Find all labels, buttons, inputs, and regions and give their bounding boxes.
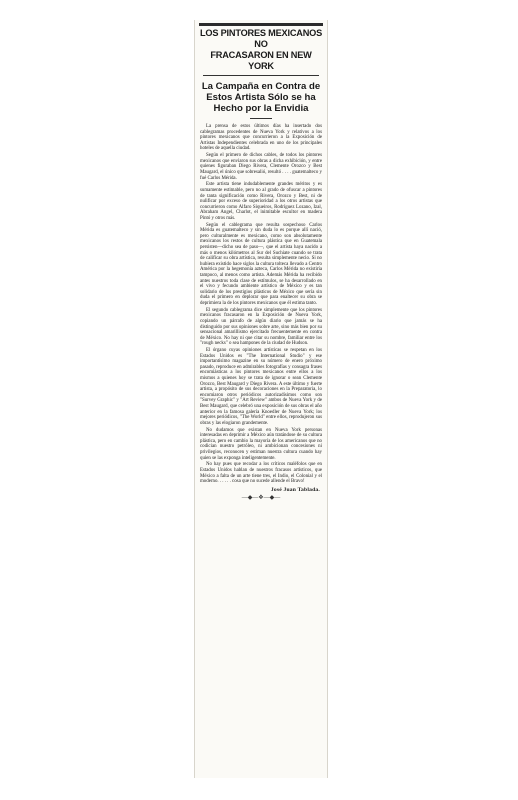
end-ornament: —◆—❖—◆— (241, 494, 281, 501)
paragraph: No dudamos que existan en Nueva York personas interesadas en deprimir a México aún tratándose de su cultura plástica, pero en cambio la mayoría de los americanos que no codician nuestro petróleo, ni ambicionan concesiones ni privilegios, reconocen y estiman nuestra cultura cuando hay quien se las exponga inteligentemente. (200, 427, 322, 461)
newspaper-clipping (194, 20, 328, 778)
article-body (200, 124, 322, 485)
paragraph: Según el cablegrama que resulta sospechoso Carlos Mérida es guatemalteco y sin duda lo es porque allí nació, pero culturalmente es mexicano, como son absolutamente mexicanos los restos de cultura plástica que en Guatemala persisten—dicho sea de paso—, que el artista haya nacido a más o menos kilómetros al Sur del Suchiate cuando se trata de calificar su obra artística, resulta simplemente necio. Si no hubiera existido hace siglos la cultura tolteca llevado a Centro América por la hegemonía azteca, Carlos Mérida no existiría tampoco, al menos como artista. Además Mérida ha recibido antes nuestros toda clase de estímulos, se ha desarrollado en el vivo y fecundo ambiente artístico de México y es tan solidario de los prestigios plásticos de México que sería sin duda el primero en deplorar que para enaltecer su obra se deprimiera la de los pintores mexicanos que él estima tanto. (200, 222, 322, 306)
headline-rule (203, 75, 319, 76)
paragraph: El órgano cuyas opiniones artísticas se respetan en los Estados Unidos es "The International Studio" y ese importantísimo magazine en su número de enero próximo pasado, reproduce en admirables fotografías y consagra frases encomiásticas a los pintores mexicanos entre ellos a los mismos a quienes hoy se trata de ignorar o sean Clemente Orozco, Best Maugard y Diego Rivera. A este último y fuerte artista, a propósito de sus decoraciones en la Preparatoria, lo encomiaron otros periódicos autorizadísimos como son "Survey Graphic" y "Art Review" ambos de Nueva York y de Best Maugard, que celebró una exposición de sus obras el año anterior en la famosa galería Knoedler de Nueva York; los mejores periódicos, "The World" entre ellos, reprodujeron sus obras y las elogiaron grandemente. (200, 348, 322, 426)
headline-line-2: FRACASARON EN NEW YORK (210, 50, 312, 71)
paragraph: Este artista tiene indudablemente grandes méritos y es sumamente estimable, pero no al grado de ofuscar a pintores de tanta significación como Rivera, Orozco y Best, ni de nulificar por exceso de superioridad a los otros artistas que concurrieron como Alfaro Siqueiros, Rodríguez Lozano, Izal, Abraham Angel, Charlot, el inimitable escultor en madera Pintó y otros más. (200, 182, 322, 221)
headline-line-1: LOS PINTORES MEXICANOS NO (199, 28, 323, 49)
paragraph: El segundo cablegrama dice simplemente que los pintores mexicanos fracasaron en la Exposición de Nueva York, copiando un párrafo de algún diario que jamás se ha distinguido por sus opiniones sobre arte, sino más bien por su sensacional amarillismo ejercitado frecuentemente en contra de México. No hay ni que citar su nombre, familiar entre los "rough necks" o sea hampones de la ciudad de Hudson. (200, 307, 322, 347)
author-signature: José Juan Tablada. (270, 486, 320, 493)
subhead-rule (250, 118, 272, 119)
paragraph: Según el primero de dichos cables, de todos los pintores mexicanos que enviaron sus obras a dicha exhibición, y entre quienes figuraban Diego Rivera, Clemente Orozco y Best Maugard, el único que sobresalió, resultó . . . . guatemalteco y fué Carlos Mérida. (200, 153, 322, 181)
headline (198, 28, 324, 72)
paragraph: La prensa de estos últimos días ha insertado dos cablegramas procedentes de Nueva York y relativos a los pintores mexicanos que concurrieron a la Exposición de Artistas Independientes celebrada en uno de los principales hoteles de aquella ciudad. (200, 124, 322, 152)
top-rule (199, 23, 323, 26)
subheadline: La Campaña en Contra de Estos Artista Sólo se ha Hecho por la Envidia (201, 81, 321, 114)
paragraph: No hay pues que recodar a los críticos maléfolos que en Estados Unidos hablan de nuestros fracasos artísticos, que México a falta de un arte tiene tres, el Indio, el Colonial y el moderno. . . . . . cosa que no sucede allende el Bravo! (200, 462, 322, 485)
